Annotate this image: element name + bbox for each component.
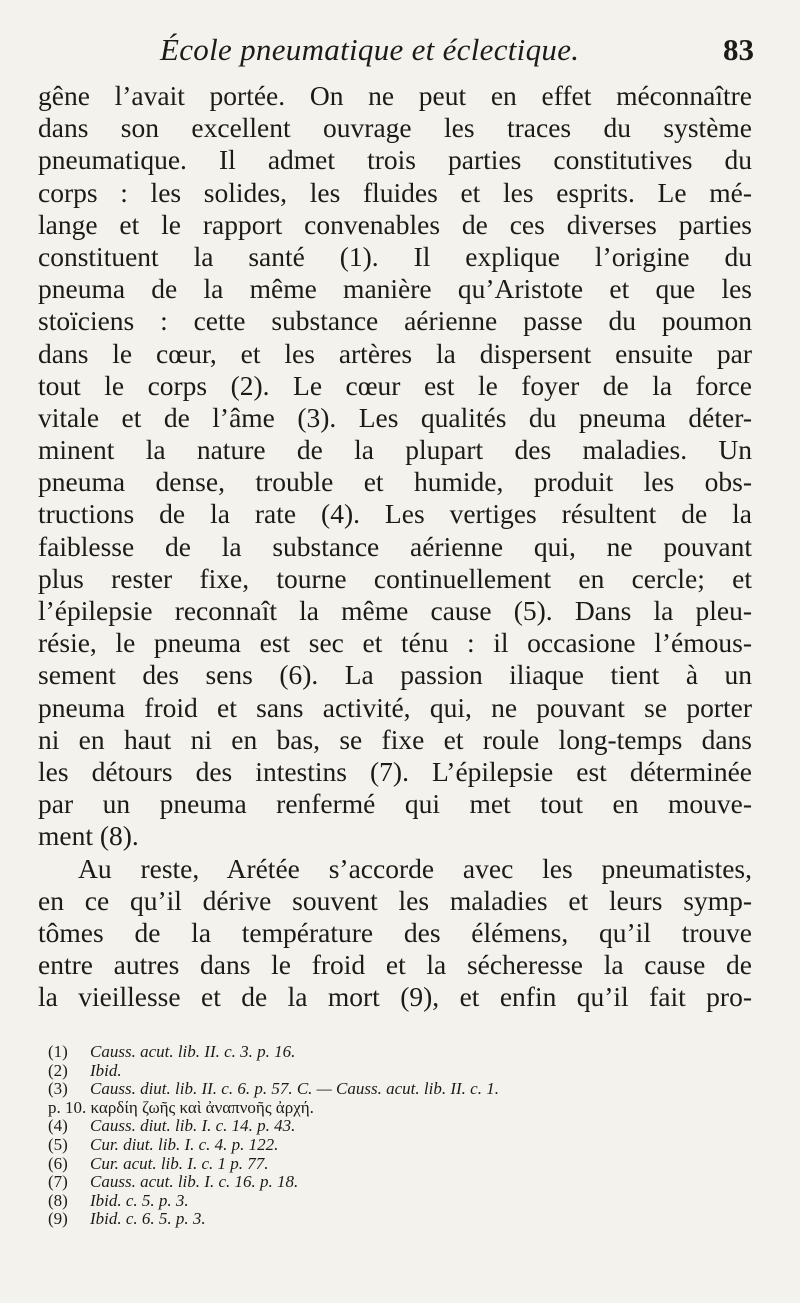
- text-line: résie, le pneuma est sec et ténu : il occasione l’émous-: [38, 627, 752, 659]
- footnote-number: (7): [48, 1172, 68, 1192]
- body-text: [38, 80, 752, 1013]
- footnote-text: p. 10. καρδίη ζωῆς καὶ ἀναπνοῆς ἀρχή.: [48, 1097, 314, 1117]
- footnote: [48, 1062, 758, 1081]
- text-line: sement des sens (6). La passion iliaque tient à un: [38, 659, 752, 691]
- text-line: pneuma froid et sans activité, qui, ne pouvant se porter: [38, 691, 752, 723]
- text-line: l’épilepsie reconnaît la même cause (5). Dans la pleu-: [38, 595, 752, 626]
- text-line: en ce qu’il dérive souvent les maladies et leurs symp-: [38, 884, 752, 916]
- footnote-text: Causs. acut. lib. II. c. 3. p. 16.: [90, 1042, 296, 1061]
- text-line: gêne l’avait portée. On ne peut en effet méconnaître: [38, 80, 752, 111]
- text-line: tructions de la rate (4). Les vertiges résultent de la: [38, 498, 752, 530]
- text-line: corps : les solides, les fluides et les esprits. Le mé-: [38, 176, 752, 208]
- text-line: pneumatique. Il admet trois parties constitutives du: [38, 144, 752, 176]
- text-line: constituent la santé (1). Il explique l’origine du: [38, 240, 752, 272]
- footnote: [48, 1043, 758, 1062]
- footnote-text: Causs. diut. lib. I. c. 14. p. 43.: [90, 1116, 296, 1136]
- text-line: faiblesse de la substance aérienne qui, ne pouvant: [38, 530, 752, 562]
- footnotes: [48, 1043, 758, 1229]
- footnote-text: Ibid. c. 6. 5. p. 3.: [90, 1209, 206, 1229]
- footnote-text: Causs. diut. lib. II. c. 6. p. 57. C. — Causs. acut. lib. II. c. 1.: [90, 1079, 499, 1099]
- text-line: lange et le rapport convenables de ces diverses parties: [38, 208, 752, 240]
- text-line: vitale et de l’âme (3). Les qualités du pneuma déter-: [38, 401, 752, 433]
- footnote-number: (2): [48, 1060, 68, 1080]
- text-line: pneuma dense, trouble et humide, produit les obs-: [38, 466, 752, 498]
- text-line: les détours des intestins (7). L’épilepsie est déterminée: [38, 755, 752, 787]
- text-line: la vieillesse et de la mort (9), et enfin qu’il fait pro-: [38, 981, 752, 1013]
- text-line: ment (8).: [38, 820, 139, 852]
- footnote: [48, 1117, 758, 1136]
- text-line: plus rester fixe, tourne continuellement en cercle; et: [38, 562, 752, 594]
- text-line: Au reste, Arétée s’accorde avec les pneumatistes,: [78, 852, 752, 884]
- footnote-text: Ibid. c. 5. p. 3.: [90, 1190, 189, 1210]
- footnote: [48, 1192, 758, 1211]
- text-line: stoïciens : cette substance aérienne passe du poumon: [38, 305, 752, 337]
- footnote-number: (1): [48, 1042, 68, 1061]
- footnote: [48, 1173, 758, 1192]
- footnote: [48, 1080, 758, 1099]
- footnote: [48, 1210, 758, 1229]
- footnote-number: (4): [48, 1116, 68, 1136]
- text-line: tout le corps (2). Le cœur est le foyer de la force: [38, 369, 752, 401]
- footnote-text: Causs. acut. lib. I. c. 16. p. 18.: [90, 1172, 299, 1192]
- page-number: 83: [723, 32, 754, 67]
- footnote: [48, 1155, 758, 1174]
- text-line: par un pneuma renfermé qui met tout en mouve-: [38, 788, 752, 820]
- footnote-number: (9): [48, 1209, 68, 1229]
- text-line: dans le cœur, et les artères la dispersent ensuite par: [38, 337, 752, 369]
- footnote: [48, 1136, 758, 1155]
- footnote-text: Cur. diut. lib. I. c. 4. p. 122.: [90, 1134, 279, 1154]
- text-line: pneuma de la même manière qu’Aristote et que les: [38, 273, 752, 305]
- text-line: entre autres dans le froid et la sécheresse la cause de: [38, 949, 752, 981]
- text-line: dans son excellent ouvrage les traces du système: [38, 112, 752, 144]
- footnote-continuation: [48, 1099, 758, 1118]
- footnote-number: (5): [48, 1134, 68, 1154]
- running-header: [160, 32, 754, 76]
- running-title: École pneumatique et éclectique.: [160, 32, 580, 67]
- text-line: ni en haut ni en bas, se fixe et roule long-temps dans: [38, 723, 752, 755]
- footnote-text: Ibid.: [90, 1060, 122, 1080]
- footnote-number: (3): [48, 1079, 68, 1099]
- footnote-text: Cur. acut. lib. I. c. 1 p. 77.: [90, 1153, 269, 1173]
- text-line: minent la nature de la plupart des maladies. Un: [38, 434, 752, 466]
- footnote-number: (8): [48, 1190, 68, 1210]
- footnote-number: (6): [48, 1153, 68, 1173]
- text-line: tômes de la température des élémens, qu’il trouve: [38, 916, 752, 948]
